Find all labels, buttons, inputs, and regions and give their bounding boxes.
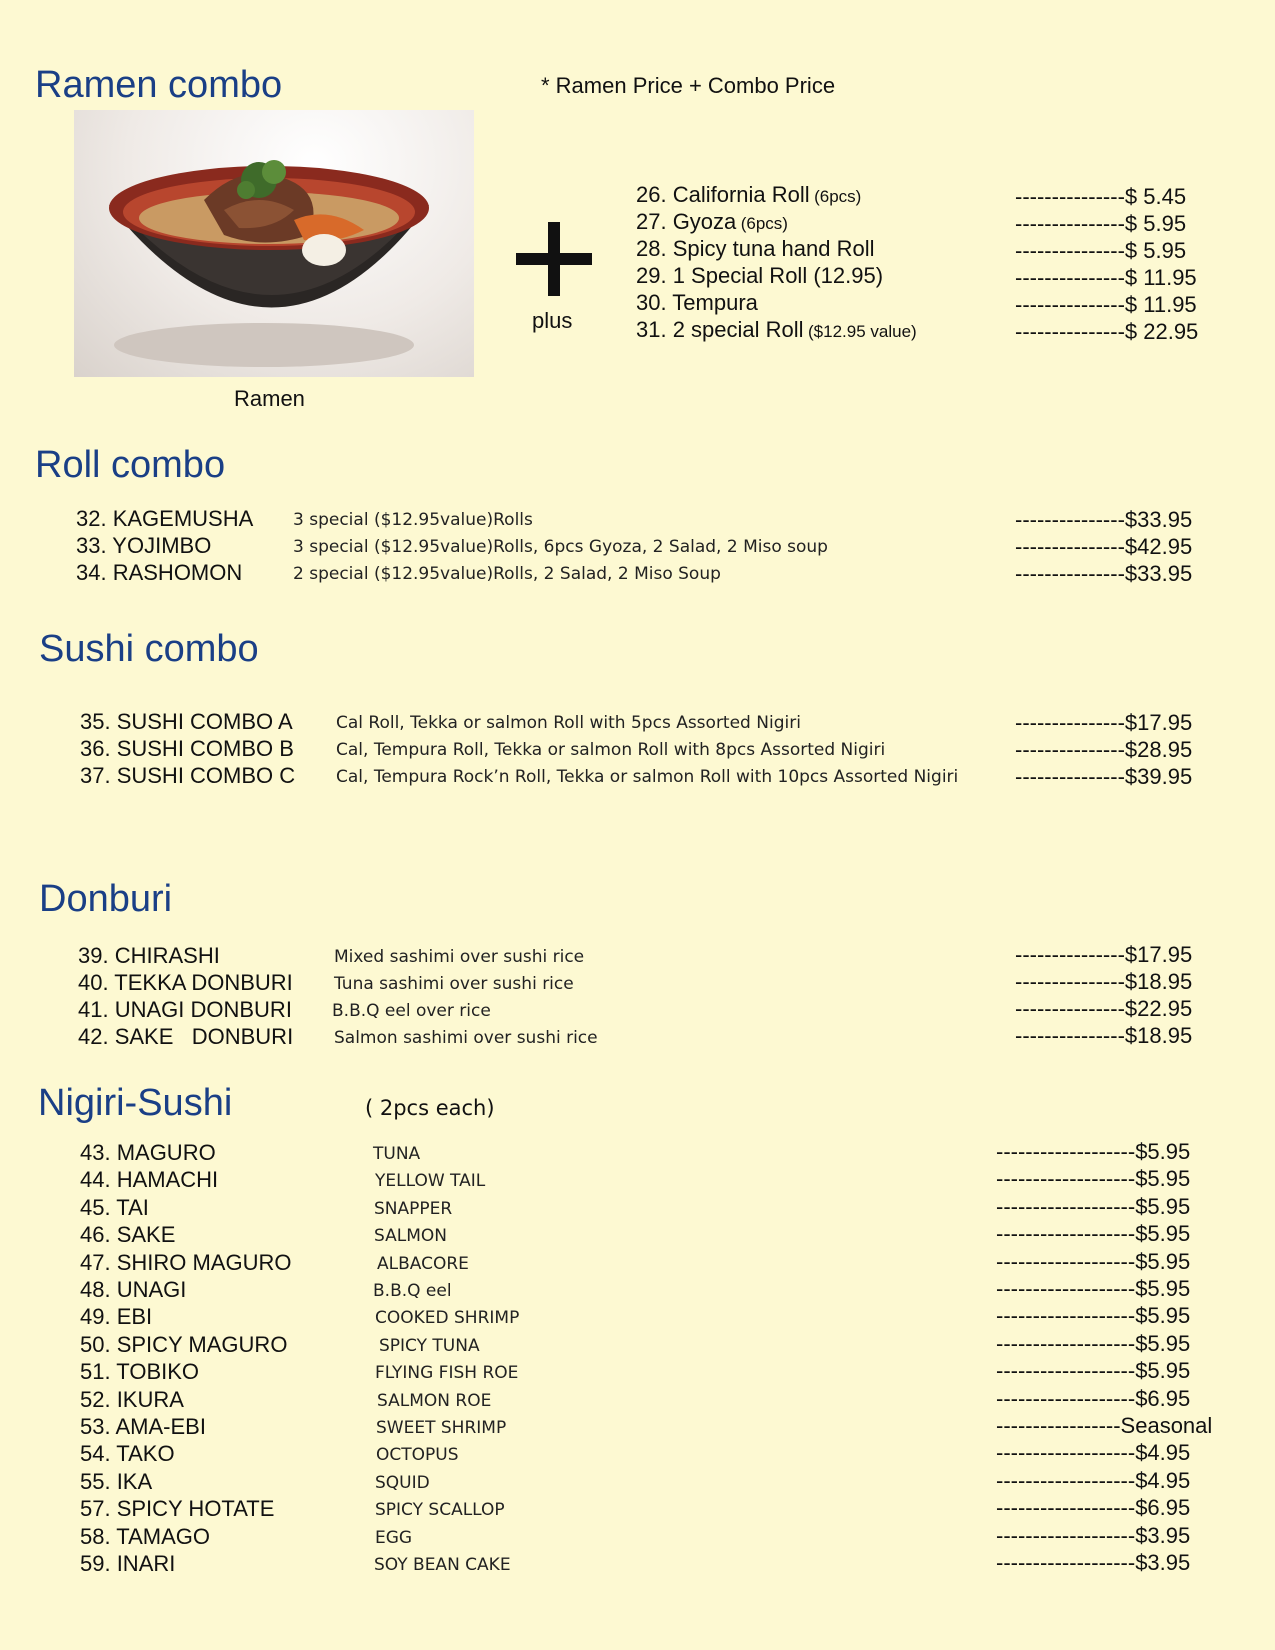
item-description: Mixed sashimi over sushi rice [334,947,585,967]
item-name: 58. TAMAGO [80,1523,211,1549]
item-name: 45. TAI [80,1194,149,1220]
item-description: 3 special ($12.95value)Rolls [293,510,533,530]
item-price: ---------------$ 5.45 [1015,184,1187,209]
item-price: ---------------$39.95 [1015,764,1193,789]
item-description: SOY BEAN CAKE [374,1555,511,1575]
item-price: -------------------$4.95 [996,1467,1191,1493]
item-name: 35. SUSHI COMBO A [80,709,293,734]
ramen-combo-title: Ramen combo [35,64,283,106]
item-description: 2 special ($12.95value)Rolls, 2 Salad, 2 Miso Soup [293,564,721,584]
item-name: 49. EBI [80,1304,153,1330]
item-price: -------------------$5.95 [996,1193,1191,1219]
item-price: -------------------$5.95 [996,1139,1191,1164]
item-price: ---------------$ 11.95 [1015,265,1197,290]
nigiri-subtitle: ( 2pcs each) [365,1096,495,1120]
item-name: 31. 2 special Roll [636,317,804,342]
sushi-combo-title: Sushi combo [39,628,259,670]
item-description: EGG [375,1527,413,1548]
item-name: 53. AMA-EBI [80,1414,206,1439]
item-description: SQUID [375,1472,430,1493]
item-price: ---------------$28.95 [1015,737,1193,762]
item-price: -------------------$5.95 [996,1330,1191,1356]
item-price: ---------------$17.95 [1015,942,1193,967]
item-description: SWEET SHRIMP [376,1418,507,1438]
item-name: 48. UNAGI [80,1277,187,1302]
item-name: 27. Gyoza [636,209,737,234]
item-name: 50. SPICY MAGURO [80,1331,288,1357]
item-price: ---------------$18.95 [1015,1023,1193,1048]
item-description: SALMON ROE [377,1390,492,1411]
item-price: ---------------$42.95 [1015,534,1193,559]
item-description: ALBACORE [377,1253,469,1274]
donburi-title: Donburi [39,878,173,920]
item-price: ---------------$ 5.95 [1015,238,1187,263]
item-price: -------------------$5.95 [996,1221,1191,1247]
item-name: 54. TAKO [80,1441,175,1467]
item-price: ---------------$17.95 [1015,710,1193,735]
item-price: ---------------$18.95 [1015,969,1193,994]
item-price: -------------------$5.95 [996,1248,1191,1274]
item-name: 55. IKA [80,1468,153,1494]
item-detail: (6pcs) [740,214,788,233]
item-description: Cal Roll, Tekka or salmon Roll with 5pcs Assorted Nigiri [336,713,801,733]
item-price: ---------------$33.95 [1015,507,1193,532]
item-description: 3 special ($12.95value)Rolls, 6pcs Gyoza, 2 Salad, 2 Miso soup [293,537,828,557]
item-description: Tuna sashimi over sushi rice [334,974,574,994]
item-name: 46. SAKE [80,1222,176,1248]
item-name: 43. MAGURO [80,1140,216,1165]
item-description: SALMON [374,1226,447,1247]
item-description: SPICY TUNA [379,1335,480,1356]
price-note: * Ramen Price + Combo Price [541,73,836,98]
item-name: 36. SUSHI COMBO B [80,736,294,761]
plus-label: plus [532,308,573,333]
item-name: 34. RASHOMON [76,560,243,585]
item-description: B.B.Q eel [373,1281,452,1301]
ramen-photo-caption: Ramen [234,386,305,411]
item-price: -------------------$6.95 [996,1495,1191,1521]
item-description: OCTOPUS [376,1445,459,1466]
item-price: -------------------$5.95 [996,1166,1191,1192]
item-name: 40. TEKKA DONBURI [78,970,293,995]
item-price: -------------------$5.95 [996,1276,1191,1301]
item-description: FLYING FISH ROE [375,1363,519,1384]
item-description: B.B.Q eel over rice [332,1001,491,1021]
list-item [636,236,875,262]
item-detail: (6pcs) [814,187,862,206]
item-price: ---------------$ 11.95 [1015,292,1197,317]
item-name: 52. IKURA [80,1386,184,1412]
roll-combo-title: Roll combo [35,444,226,486]
item-name: 29. 1 Special Roll (12.95) [636,263,884,288]
nigiri-title: Nigiri-Sushi [38,1082,233,1124]
item-name: 37. SUSHI COMBO C [80,763,296,788]
item-description: COOKED SHRIMP [375,1308,520,1329]
item-price: ---------------$ 5.95 [1015,211,1187,236]
list-item [636,317,917,343]
item-detail: ($12.95 value) [808,322,917,341]
list-item [636,290,758,316]
item-name: 51. TOBIKO [80,1359,200,1385]
item-price: ---------------$22.95 [1015,996,1193,1021]
item-price: ---------------$ 22.95 [1015,319,1199,344]
list-item [636,182,861,208]
item-description: SNAPPER [374,1198,453,1219]
item-description: Cal, Tempura Roll, Tekka or salmon Roll with 8pcs Assorted Nigiri [336,740,886,760]
item-name: 59. INARI [80,1551,176,1576]
item-name: 32. KAGEMUSHA [76,506,254,531]
ramen-photo [74,110,474,377]
item-name: 42. SAKE DONBURI [78,1024,294,1049]
item-name: 39. CHIRASHI [78,943,220,968]
item-price: -------------------$5.95 [996,1358,1191,1384]
item-name: 33. YOJIMBO [76,533,212,558]
item-price: ---------------$33.95 [1015,561,1193,586]
item-description: TUNA [373,1144,421,1164]
item-name: 26. California Roll [636,182,810,207]
item-name: 41. UNAGI DONBURI [78,997,292,1022]
item-price: -------------------$4.95 [996,1440,1191,1466]
list-item [636,263,883,289]
item-price: -------------------$6.95 [996,1385,1191,1411]
item-name: 30. Tempura [636,290,758,315]
item-price: -----------------Seasonal [996,1413,1213,1438]
item-name: 47. SHIRO MAGURO [80,1249,292,1275]
item-description: YELLOW TAIL [375,1171,486,1192]
item-name: 28. Spicy tuna hand Roll [636,236,875,261]
item-price: -------------------$5.95 [996,1303,1191,1329]
item-name: 57. SPICY HOTATE [80,1496,275,1522]
item-description: SPICY SCALLOP [375,1500,505,1521]
item-price: -------------------$3.95 [996,1522,1191,1548]
list-item [636,209,788,235]
item-description: Salmon sashimi over sushi rice [334,1028,598,1048]
plus-icon [516,222,592,296]
item-price: -------------------$3.95 [996,1550,1191,1575]
item-description: Cal, Tempura Rock’n Roll, Tekka or salmon Roll with 10pcs Assorted Nigiri [336,767,959,787]
item-name: 44. HAMACHI [80,1167,219,1193]
